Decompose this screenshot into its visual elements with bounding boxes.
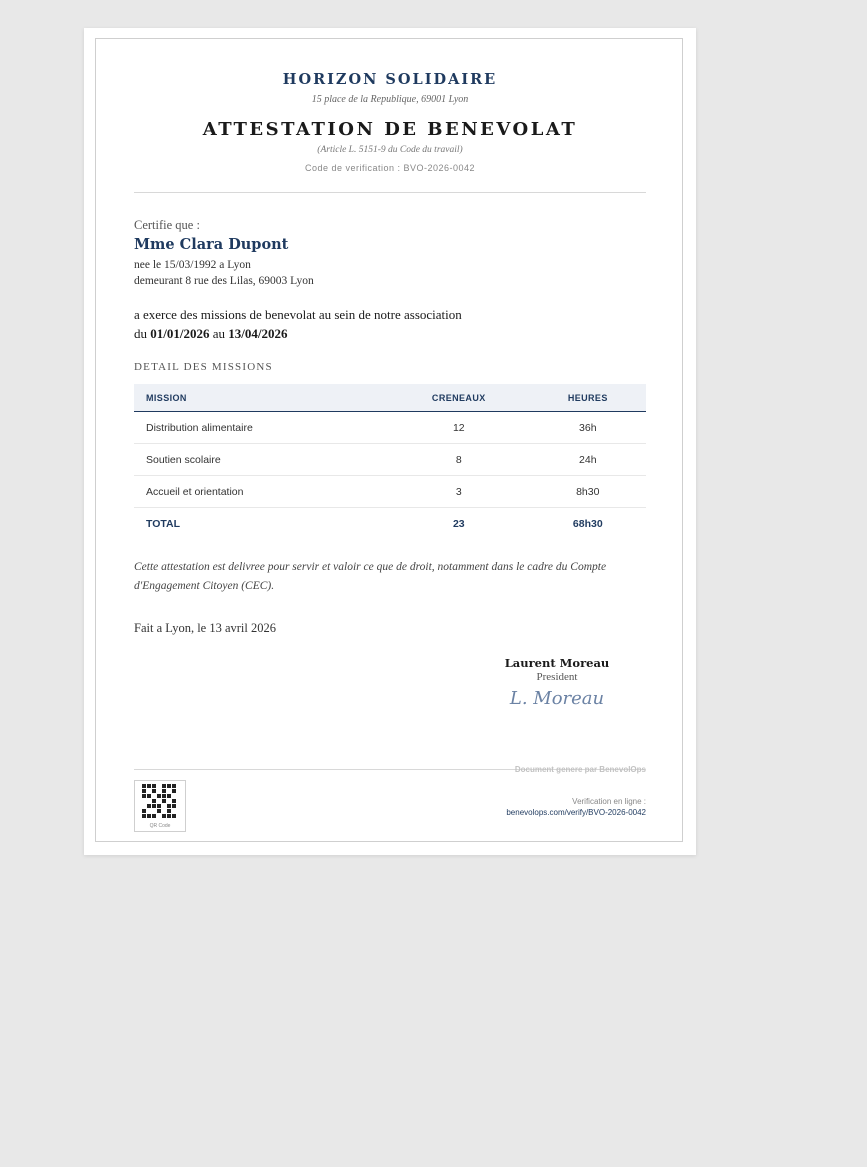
- slots-cell: 12: [388, 412, 530, 444]
- document-title: ATTESTATION DE BENEVOLAT: [202, 119, 578, 140]
- mission-cell: Distribution alimentaire: [134, 412, 388, 444]
- online-verification-label: Verification en ligne :: [572, 797, 646, 806]
- table-total-row: [134, 508, 646, 540]
- volunteer-name: Mme Clara Dupont: [134, 236, 289, 253]
- header-slots: CRENEAUX: [388, 384, 530, 412]
- period-prefix: du: [134, 326, 147, 341]
- hours-cell: 36h: [530, 412, 646, 444]
- total-hours: 68h30: [572, 517, 603, 530]
- period-end-date: 13/04/2026: [228, 326, 288, 341]
- hours-cell: 8h30: [530, 476, 646, 508]
- qr-code: [134, 780, 186, 832]
- volunteer-address: demeurant 8 rue des Lilas, 69003 Lyon: [134, 275, 314, 287]
- mission-cell: Soutien scolaire: [134, 444, 388, 476]
- qr-code-icon: [142, 784, 180, 822]
- header-divider: [134, 192, 646, 193]
- volunteer-birth: nee le 15/03/1992 a Lyon: [134, 259, 251, 271]
- qr-code-label: QR Code: [149, 823, 171, 829]
- missions-section-title: DETAIL DES MISSIONS: [134, 361, 273, 373]
- signer-role: President: [536, 671, 578, 683]
- missions-table: [134, 384, 646, 539]
- engagement-statement: a exerce des missions de benevolat au sein de notre association: [134, 307, 462, 322]
- header-hours: HEURES: [530, 384, 646, 412]
- signer-name: Laurent Moreau: [504, 656, 610, 670]
- place-and-date: Fait a Lyon, le 13 avril 2026: [134, 621, 276, 635]
- mission-cell: Accueil et orientation: [134, 476, 388, 508]
- header-mission: MISSION: [134, 384, 388, 412]
- verification-url[interactable]: benevolops.com/verify/BVO-2026-0042: [506, 808, 646, 817]
- table-header-row: [134, 384, 646, 412]
- period-start-date: 01/01/2026: [150, 326, 210, 341]
- table-row: [134, 476, 646, 508]
- signature-block: [457, 656, 657, 709]
- handwritten-signature: L. Moreau: [509, 688, 605, 709]
- slots-cell: 3: [388, 476, 530, 508]
- engagement-period: [134, 326, 288, 342]
- table-row: [134, 444, 646, 476]
- total-slots: 23: [452, 517, 465, 530]
- slots-cell: 8: [388, 444, 530, 476]
- table-row: [134, 412, 646, 444]
- legal-text: Cette attestation est delivree pour servir et valoir ce que de droit, notamment dans le cadre du Compte d'Engagement Citoyen (CEC).: [134, 561, 607, 592]
- document-subtitle: (Article L. 5151-9 du Code du travail): [317, 145, 463, 155]
- verification-code: Code de verification : BVO-2026-0042: [304, 163, 476, 173]
- organization-name: HORIZON SOLIDAIRE: [282, 71, 498, 88]
- period-mid: au: [212, 326, 226, 341]
- certify-intro: Certifie que :: [134, 218, 200, 232]
- attestation-page: [84, 28, 696, 855]
- hours-cell: 24h: [530, 444, 646, 476]
- total-label: TOTAL: [146, 517, 181, 530]
- organization-address: 15 place de la Republique, 69001 Lyon: [311, 94, 469, 105]
- generated-by-note: Document genere par BenevolOps: [514, 765, 646, 774]
